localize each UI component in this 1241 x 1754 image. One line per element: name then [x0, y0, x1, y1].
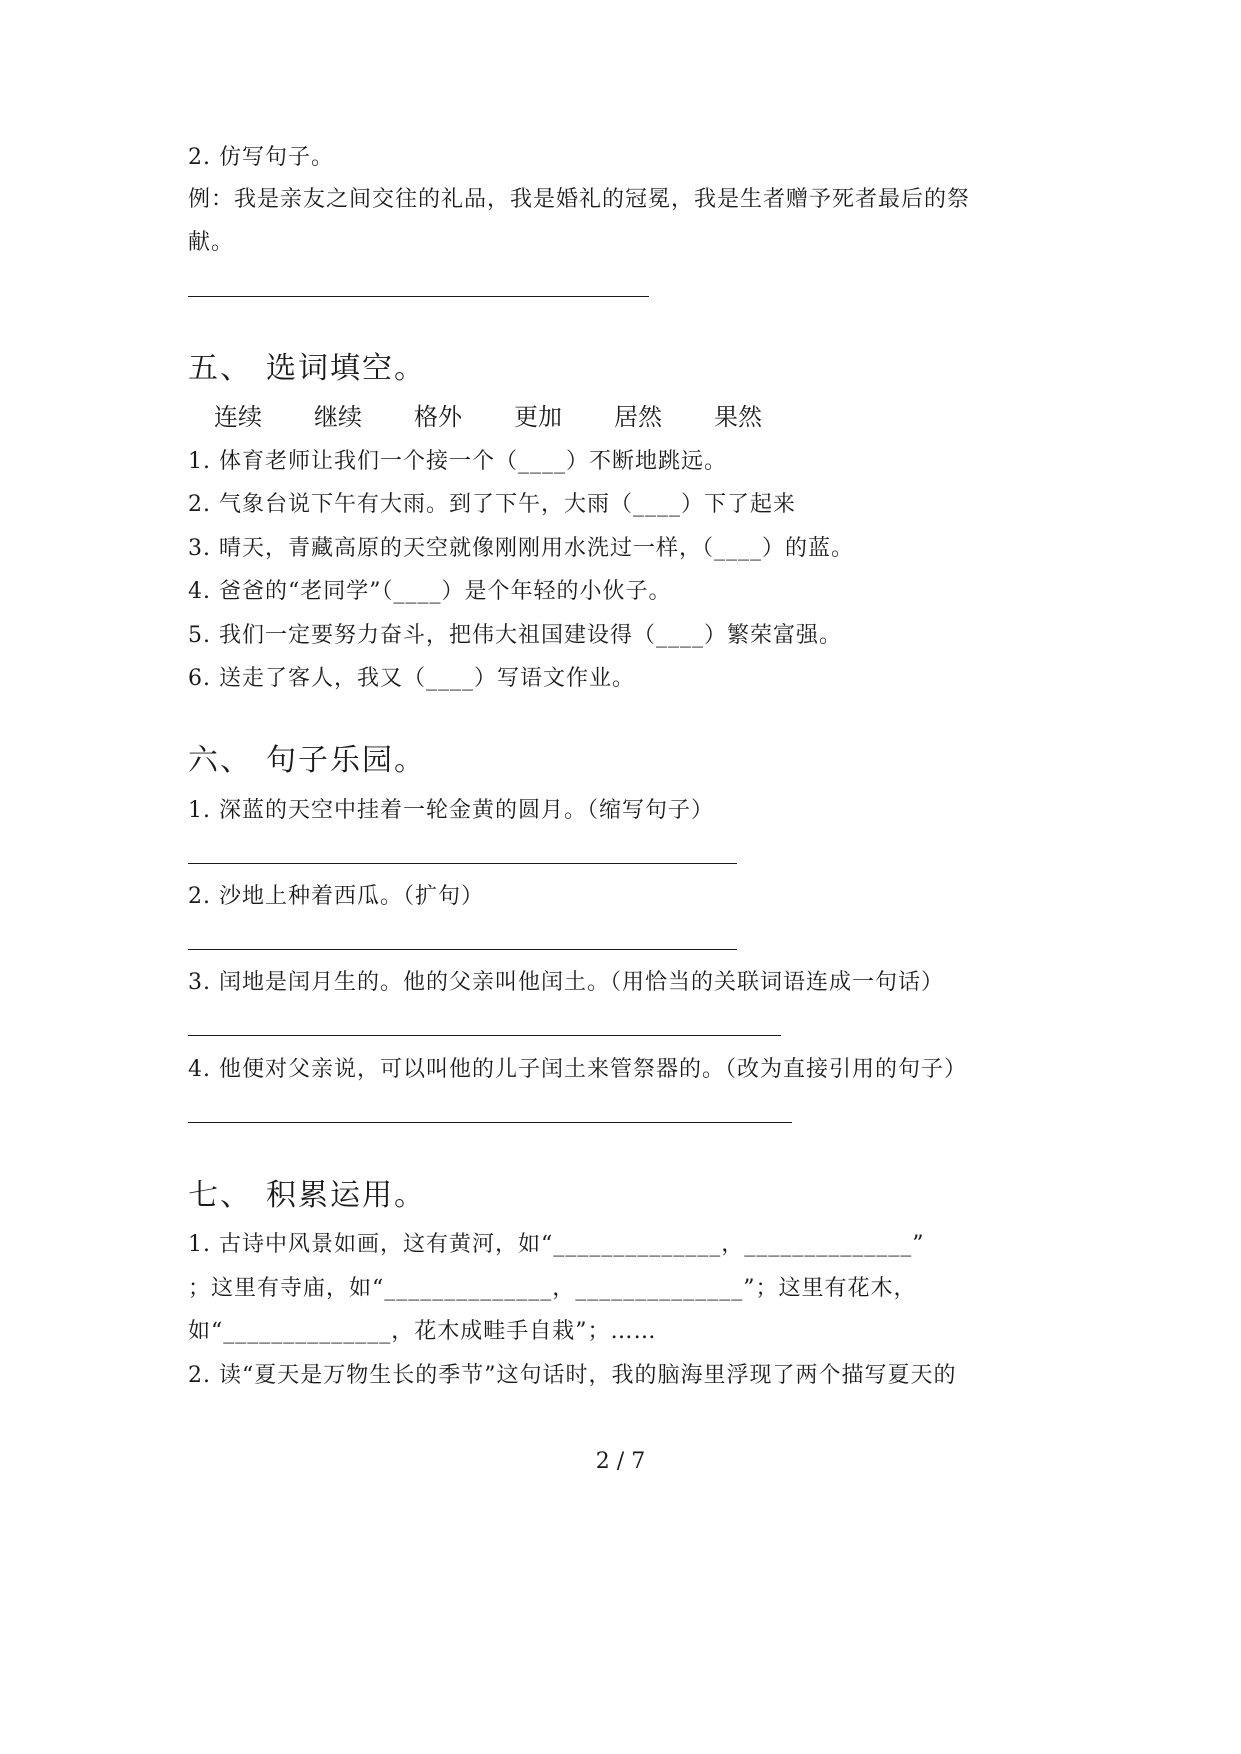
answer-line[interactable] [188, 949, 737, 950]
answer-line[interactable] [188, 296, 649, 297]
fill-blank-item: 4. 爸爸的“老同学”（____）是个年轻的小伙子。 [188, 579, 672, 604]
word-option: 更加 [514, 403, 562, 431]
word-option: 居然 [614, 403, 662, 431]
poem-fill-line: 1. 古诗中风景如画，这有黄河，如“______________，______________” [188, 1232, 925, 1257]
word-option: 连续 [214, 403, 262, 431]
section-number: 七、 [188, 1178, 252, 1213]
poem-fill-line: 如“______________，花木成畦手自栽”；…… [188, 1319, 657, 1344]
poem-fill-line: ；这里有寺庙，如“______________，______________”；这里有花木， [188, 1276, 917, 1301]
word-option: 格外 [414, 403, 462, 431]
sentence-item: 2. 沙地上种着西瓜。（扩句） [188, 884, 484, 909]
fill-blank-item: 3. 晴天，青藏高原的天空就像刚刚用水洗过一样，（____）的蓝。 [188, 536, 854, 561]
question-title: 2. 仿写句子。 [188, 145, 334, 170]
section-title: 选词填空。 [266, 351, 426, 386]
section-number: 五、 [188, 351, 252, 386]
answer-line[interactable] [188, 1122, 792, 1123]
fill-blank-item: 2. 气象台说下午有大雨。到了下午，大雨（____）下了起来 [188, 492, 796, 517]
sentence-item: 3. 闰地是闰月生的。他的父亲叫他闰土。（用恰当的关联词语连成一句话） [188, 970, 944, 995]
sentence-item: 4. 他便对父亲说，可以叫他的儿子闰土来管祭器的。（改为直接引用的句子） [188, 1057, 967, 1082]
example-sentence-cont: 献。 [188, 230, 235, 255]
word-option: 继续 [314, 403, 362, 431]
question-text: 2. 读“夏天是万物生长的季节”这句话时，我的脑海里浮现了两个描写夏天的 [188, 1363, 957, 1388]
section-heading-7 [188, 1177, 426, 1215]
word-bank [214, 402, 814, 432]
section-number: 六、 [188, 743, 252, 778]
sentence-item: 1. 深蓝的天空中挂着一轮金黄的圆月。（缩写句子） [188, 798, 714, 823]
section-title: 积累运用。 [266, 1178, 426, 1213]
fill-blank-item: 5. 我们一定要努力奋斗，把伟大祖国建设得（____）繁荣富强。 [188, 623, 842, 648]
example-sentence: 例：我是亲友之间交往的礼品，我是婚礼的冠冕，我是生者赠予死者最后的祭 [188, 187, 971, 212]
fill-blank-item: 6. 送走了客人，我又（____）写语文作业。 [188, 666, 635, 691]
page-number: 2 / 7 [595, 1449, 646, 1474]
answer-line[interactable] [188, 1035, 781, 1036]
word-option: 果然 [714, 403, 762, 431]
section-title: 句子乐园。 [266, 743, 426, 778]
section-heading-6 [188, 742, 426, 780]
section-heading-5 [188, 350, 426, 388]
fill-blank-item: 1. 体育老师让我们一个接一个（____）不断地跳远。 [188, 449, 727, 474]
answer-line[interactable] [188, 863, 737, 864]
